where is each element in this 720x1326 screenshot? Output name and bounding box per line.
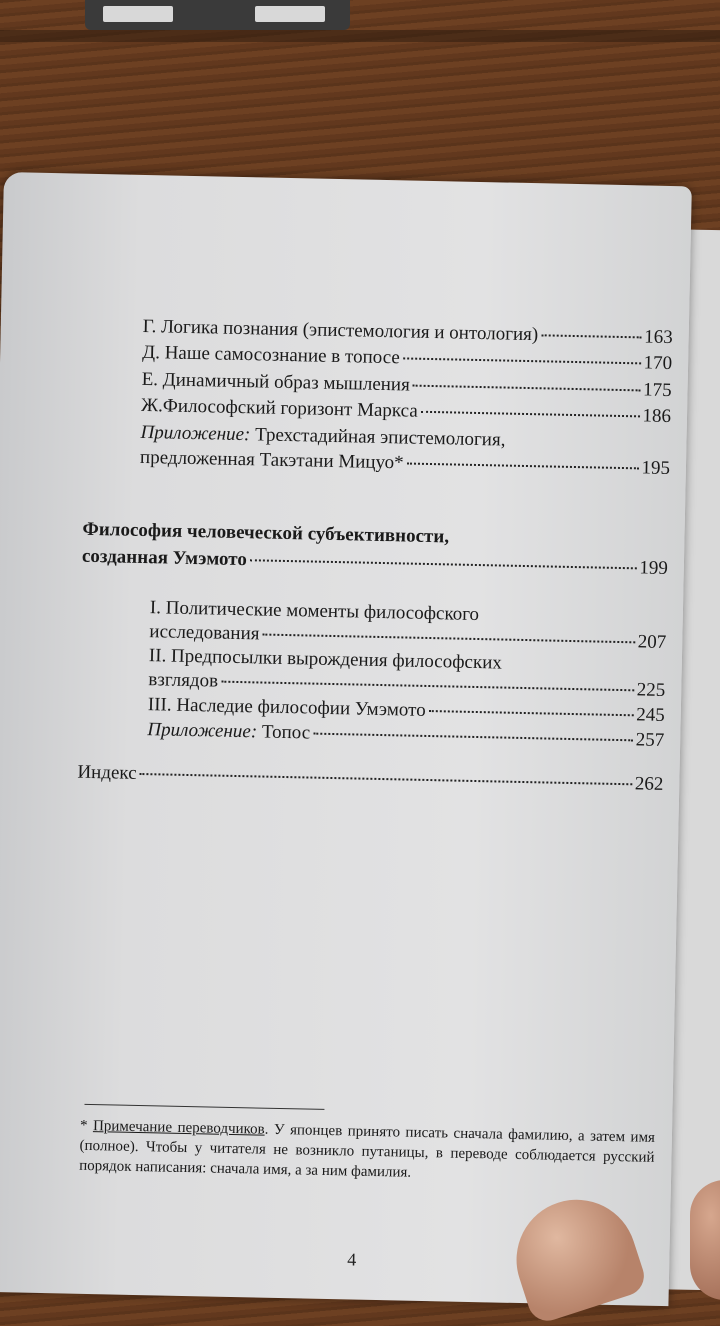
device-key (103, 6, 173, 22)
toc-entry-e[interactable]: Е. Динамичный образ мышления 175 (141, 368, 672, 402)
toc-entry-ii[interactable]: взглядов 225 (148, 669, 666, 701)
footnote-label: Примечание переводчиков (92, 1118, 265, 1138)
desk-shadow (0, 30, 720, 42)
toc-entry-i[interactable]: исследования 207 (149, 621, 667, 653)
toc-index[interactable]: Индекс 262 (77, 761, 664, 795)
device-key (255, 6, 325, 22)
toc-appendix-2[interactable]: Приложение: Топос 257 (147, 719, 665, 751)
toc-entry-iii[interactable]: III. Наследие философии Умэмото 245 (147, 694, 665, 726)
finger (690, 1180, 720, 1300)
device-edge (85, 0, 350, 30)
toc-entry-i-line1: I. Политические моменты философского (149, 597, 480, 626)
toc-appendix-1-line1: Приложение: Трехстадийная эпистемология, (140, 421, 506, 451)
toc-entry-d[interactable]: Д. Наше самосознание в топосе 170 (142, 341, 673, 375)
toc-entry-g[interactable]: Г. Логика познания (эпистемология и онтология) 163 (142, 315, 673, 349)
page-number: 4 (347, 1249, 357, 1270)
footnote: * Примечание переводчиков. У японцев принято писать сначала фамилию, а затем имя (полное). Чтобы у читателя не возникло путаницы, в переводе соблюдается русский порядок написания: сначала имя, а за ним фамилия. (79, 1117, 656, 1181)
section-title-line1: Философия человеческой субъективности, (82, 518, 450, 548)
table-of-contents (0, 172, 692, 1306)
book-page (0, 172, 692, 1306)
toc-entry-zh[interactable]: Ж.Философский горизонт Маркса 186 (140, 394, 672, 428)
toc-entry-ii-line1: II. Предпосылки вырождения философских (148, 645, 503, 674)
footnote-rule (84, 1104, 324, 1110)
toc-section-umemoto[interactable]: созданная Умэмото 199 (81, 545, 669, 579)
toc-appendix-1[interactable]: предложенная Такэтани Мицуо* 195 (139, 446, 671, 480)
